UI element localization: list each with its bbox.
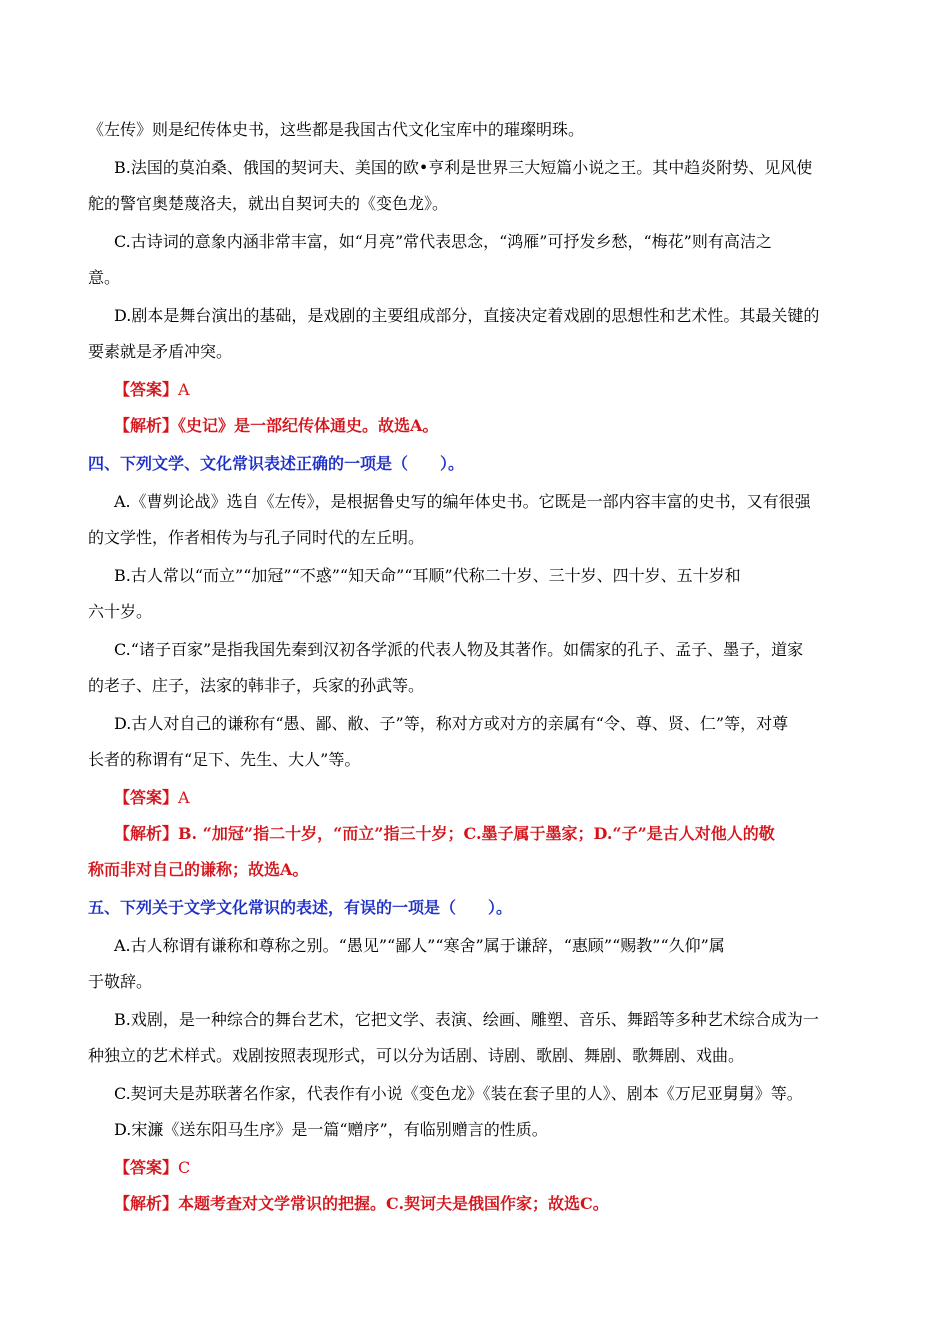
q5-option-c: C.契诃夫是苏联著名作家，代表作有小说《变色龙》《装在套子里的人》、剧本《万尼亚舅舅》等。	[114, 1084, 803, 1103]
analysis-label: 【解析】	[114, 1194, 179, 1213]
q5-title: 五、下列关于文学文化常识的表述，有误的一项是（ ）。	[88, 898, 513, 917]
q5-answer	[114, 1158, 190, 1178]
q4-option-c-line1: C.“诸子百家”是指我国先秦到汉初各学派的代表人物及其著作。如儒家的孔子、孟子、墨子，道家	[114, 640, 804, 659]
q4-analysis-line1	[114, 824, 775, 844]
answer-value: C	[178, 1158, 191, 1177]
analysis-text: B. “加冠”指二十岁，“而立”指三十岁；C.墨子属于墨家；D.“子”是古人对他人的敬	[178, 824, 775, 843]
q3-answer	[114, 380, 190, 400]
q4-title: 四、下列文学、文化常识表述正确的一项是（ ）。	[88, 454, 465, 473]
q4-option-a-line2: 的文学性，作者相传为与孔子同时代的左丘明。	[88, 528, 425, 547]
answer-value: A	[178, 380, 190, 399]
answer-value: A	[178, 788, 190, 807]
q4-option-c-line2: 的老子、庄子，法家的韩非子，兵家的孙武等。	[88, 676, 425, 695]
q4-option-b-line2: 六十岁。	[88, 602, 153, 621]
q5-option-b-line1: B.戏剧，是一种综合的舞台艺术，它把文学、表演、绘画、雕塑、音乐、舞蹈等多种艺术综合成为一	[114, 1010, 819, 1029]
q5-analysis	[114, 1194, 609, 1214]
q4-analysis-line2: 称而非对自己的谦称；故选A。	[88, 860, 309, 879]
q4-option-b-line1: B.古人常以“而立”“加冠”“不惑”“知天命”“耳顺”代称二十岁、三十岁、四十岁、五十岁和	[114, 566, 741, 585]
answer-label: 【答案】	[114, 1158, 179, 1177]
answer-label: 【答案】	[114, 380, 179, 399]
q3-option-c-line2: 意。	[88, 268, 121, 287]
q3-option-a-continuation: 《左传》则是纪传体史书，这些都是我国古代文化宝库中的璀璨明珠。	[88, 120, 585, 139]
q3-option-d-line1: D.剧本是舞台演出的基础，是戏剧的主要组成部分，直接决定着戏剧的思想性和艺术性。其最关键的	[114, 306, 820, 325]
analysis-label: 【解析】	[114, 416, 179, 435]
q3-option-c-line1: C.古诗词的意象内涵非常丰富，如“月亮”常代表思念，“鸿雁”可抒发乡愁，“梅花”则有高洁之	[114, 232, 772, 251]
q3-option-d-line2: 要素就是矛盾冲突。	[88, 342, 233, 361]
q3-analysis	[114, 416, 438, 436]
analysis-text: 本题考查对文学常识的把握。C.契诃夫是俄国作家；故选C。	[178, 1194, 609, 1213]
q4-answer	[114, 788, 190, 808]
q5-option-d: D.宋濂《送东阳马生序》是一篇“赠序”，有临别赠言的性质。	[114, 1120, 548, 1139]
analysis-text: 《史记》是一部纪传体通史。故选A。	[178, 416, 439, 435]
q4-option-d-line2: 长者的称谓有“足下、先生、大人”等。	[88, 750, 361, 769]
q5-option-a-line2: 于敬辞。	[88, 972, 153, 991]
q4-option-a-line1: A.《曹刿论战》选自《左传》，是根据鲁史写的编年体史书。它既是一部内容丰富的史书，又有很强	[114, 492, 811, 511]
answer-label: 【答案】	[114, 788, 179, 807]
q3-option-b-line1: B.法国的莫泊桑、俄国的契诃夫、美国的欧•亨利是世界三大短篇小说之王。其中趋炎附势、见风使	[114, 158, 813, 177]
q5-option-a-line1: A.古人称谓有谦称和尊称之别。“愚见”“鄙人”“寒舍”属于谦辞，“惠顾”“赐教”“久仰”属	[114, 936, 725, 955]
q5-option-b-line2: 种独立的艺术样式。戏剧按照表现形式，可以分为话剧、诗剧、歌剧、舞剧、歌舞剧、戏曲。	[88, 1046, 745, 1065]
analysis-label: 【解析】	[114, 824, 179, 843]
q3-option-b-line2: 舵的警官奥楚蔑洛夫，就出自契诃夫的《变色龙》。	[88, 194, 449, 213]
q4-option-d-line1: D.古人对自己的谦称有“愚、鄙、敝、子”等，称对方或对方的亲属有“令、尊、贤、仁”等，对尊	[114, 714, 789, 733]
